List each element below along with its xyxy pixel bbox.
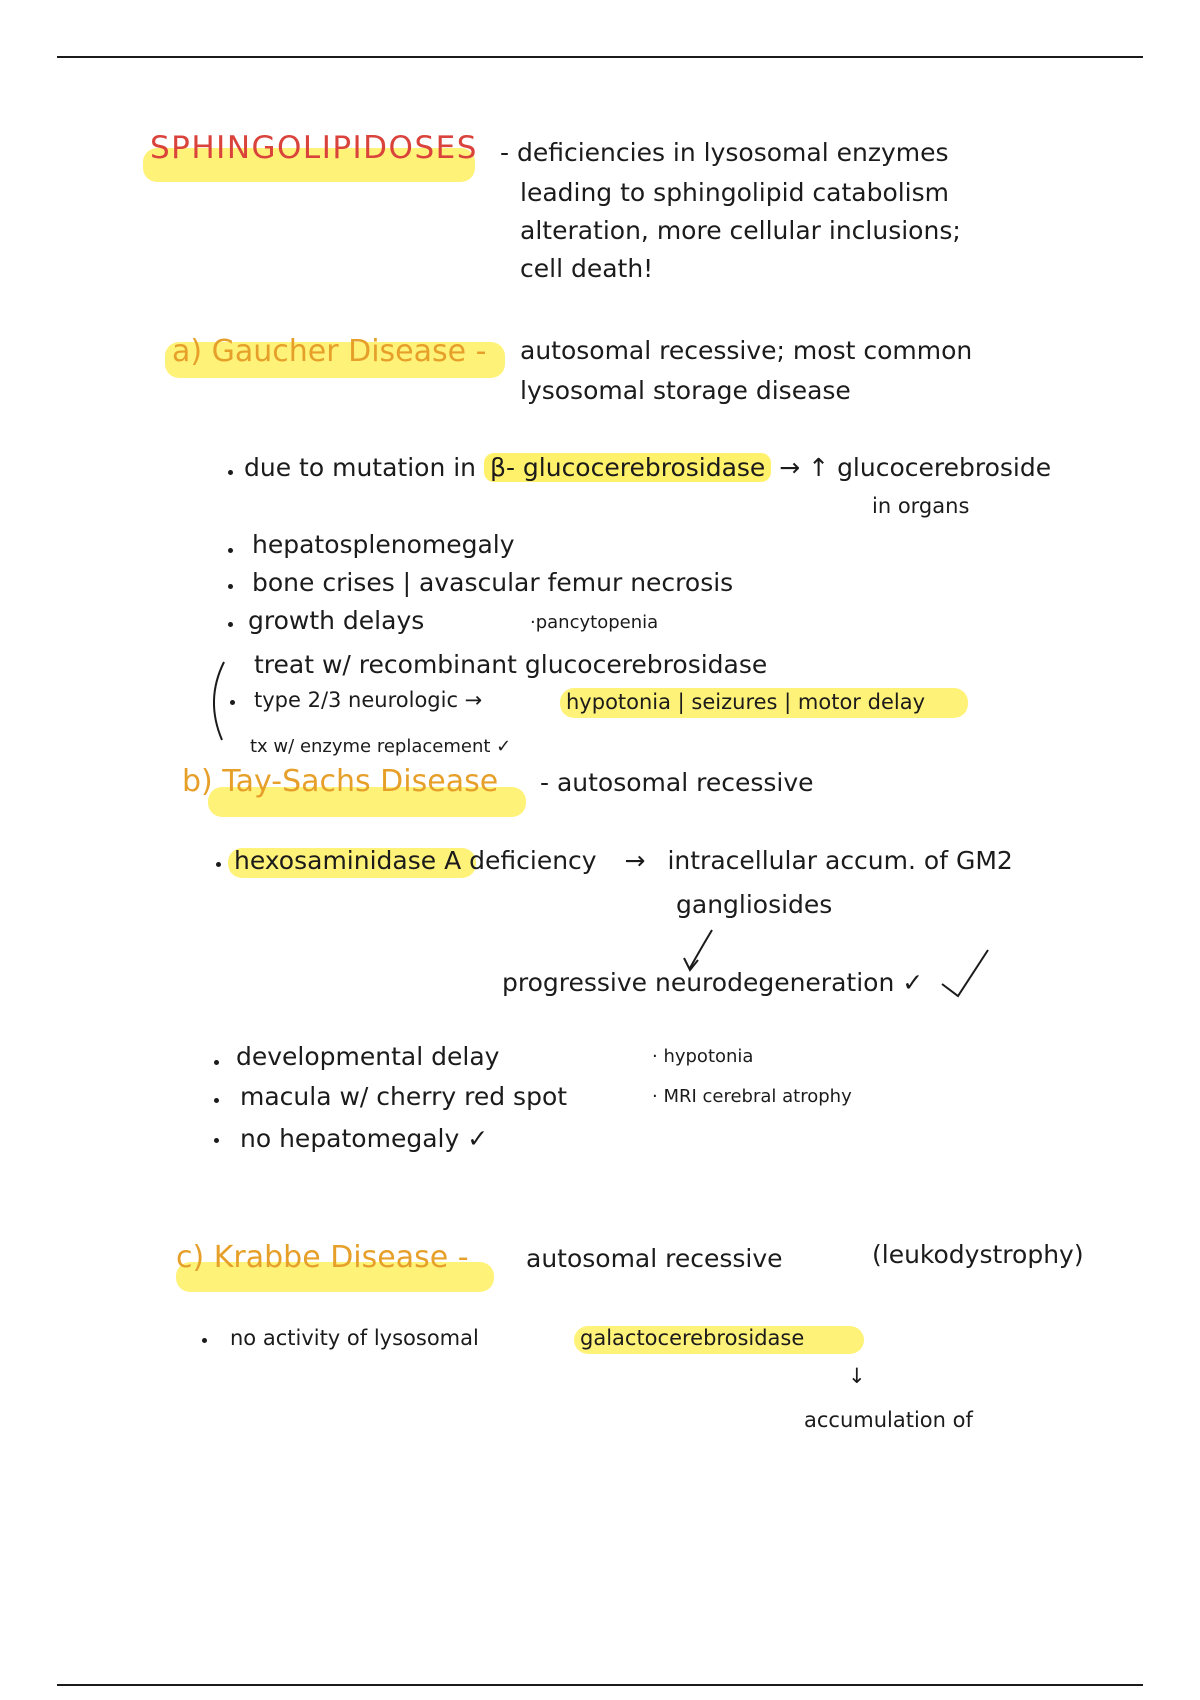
gaucher-bullet-3: growth delays — [248, 606, 425, 635]
taysachs-side-2: · MRI cerebral atrophy — [652, 1086, 852, 1107]
check-mark — [942, 950, 988, 996]
intro-line-4: cell death! — [520, 254, 654, 283]
arrow: → — [779, 453, 801, 482]
enzyme-highlighted: β- glucocerebrosidase — [484, 453, 771, 482]
krabbe-result: accumulation of — [804, 1408, 973, 1432]
gaucher-desc-2: lysosomal storage disease — [520, 376, 851, 405]
pancytopenia: ·pancytopenia — [530, 612, 659, 633]
krabbe-heading: c) Krabbe Disease - — [176, 1240, 469, 1275]
gaucher-bullet-4: type 2/3 neurologic → — [254, 688, 483, 712]
down-arrow-mark — [690, 930, 712, 968]
arrowhead-mark — [684, 958, 698, 970]
gaucher-heading: a) Gaucher Disease - — [172, 334, 487, 369]
gaucher-bullet-1: hepatosplenomegaly — [252, 530, 515, 559]
bottom-rule — [57, 1684, 1143, 1686]
taysachs-desc: - autosomal recessive — [540, 768, 814, 797]
taysachs-bullet-2: macula w/ cherry red spot — [240, 1082, 568, 1111]
gangliosides: gangliosides — [676, 890, 833, 919]
treat-line: treat w/ recombinant glucocerebrosidase — [254, 650, 768, 679]
krabbe-down-arrow: ↓ — [848, 1364, 866, 1388]
taysachs-side-1: · hypotonia — [652, 1046, 754, 1067]
arrow: → — [624, 846, 646, 875]
krabbe-desc: autosomal recessive — [526, 1244, 783, 1273]
intro-line-2: leading to sphingolipid catabolism — [520, 178, 950, 207]
taysachs-heading: b) Tay-Sachs Disease — [182, 764, 499, 799]
krabbe-enzyme: galactocerebrosidase — [580, 1326, 805, 1350]
neuro-signs: hypotonia | seizures | motor delay — [566, 690, 925, 714]
bracket-mark — [214, 662, 224, 740]
accum-result: intracellular accum. of GM2 — [667, 846, 1013, 875]
gaucher-bullet-2: bone crises | avascular femur necrosis — [252, 568, 734, 597]
deficiency: hexosaminidase A deficiency — [234, 846, 597, 875]
progressive-line: progressive neurodegeneration ✓ — [502, 968, 924, 997]
mutation-prefix: due to mutation in — [244, 453, 477, 482]
krabbe-paren: (leukodystrophy) — [872, 1240, 1084, 1269]
tx-line: tx w/ enzyme replacement ✓ — [250, 736, 512, 757]
intro-line-1: - deficiencies in lysosomal enzymes — [500, 138, 949, 167]
mutation-result: ↑ glucocerebroside — [808, 453, 1052, 482]
taysachs-bullet-3: no hepatomegaly ✓ — [240, 1124, 489, 1153]
intro-line-3: alteration, more cellular inclusions; — [520, 216, 961, 245]
mutation-result-2: in organs — [872, 494, 970, 518]
krabbe-line-prefix: no activity of lysosomal — [230, 1326, 479, 1350]
taysachs-bullet-1: developmental delay — [236, 1042, 500, 1071]
gaucher-desc-1: autosomal recessive; most common — [520, 336, 973, 365]
page-title: SPHINGOLIPIDOSES — [150, 130, 478, 166]
